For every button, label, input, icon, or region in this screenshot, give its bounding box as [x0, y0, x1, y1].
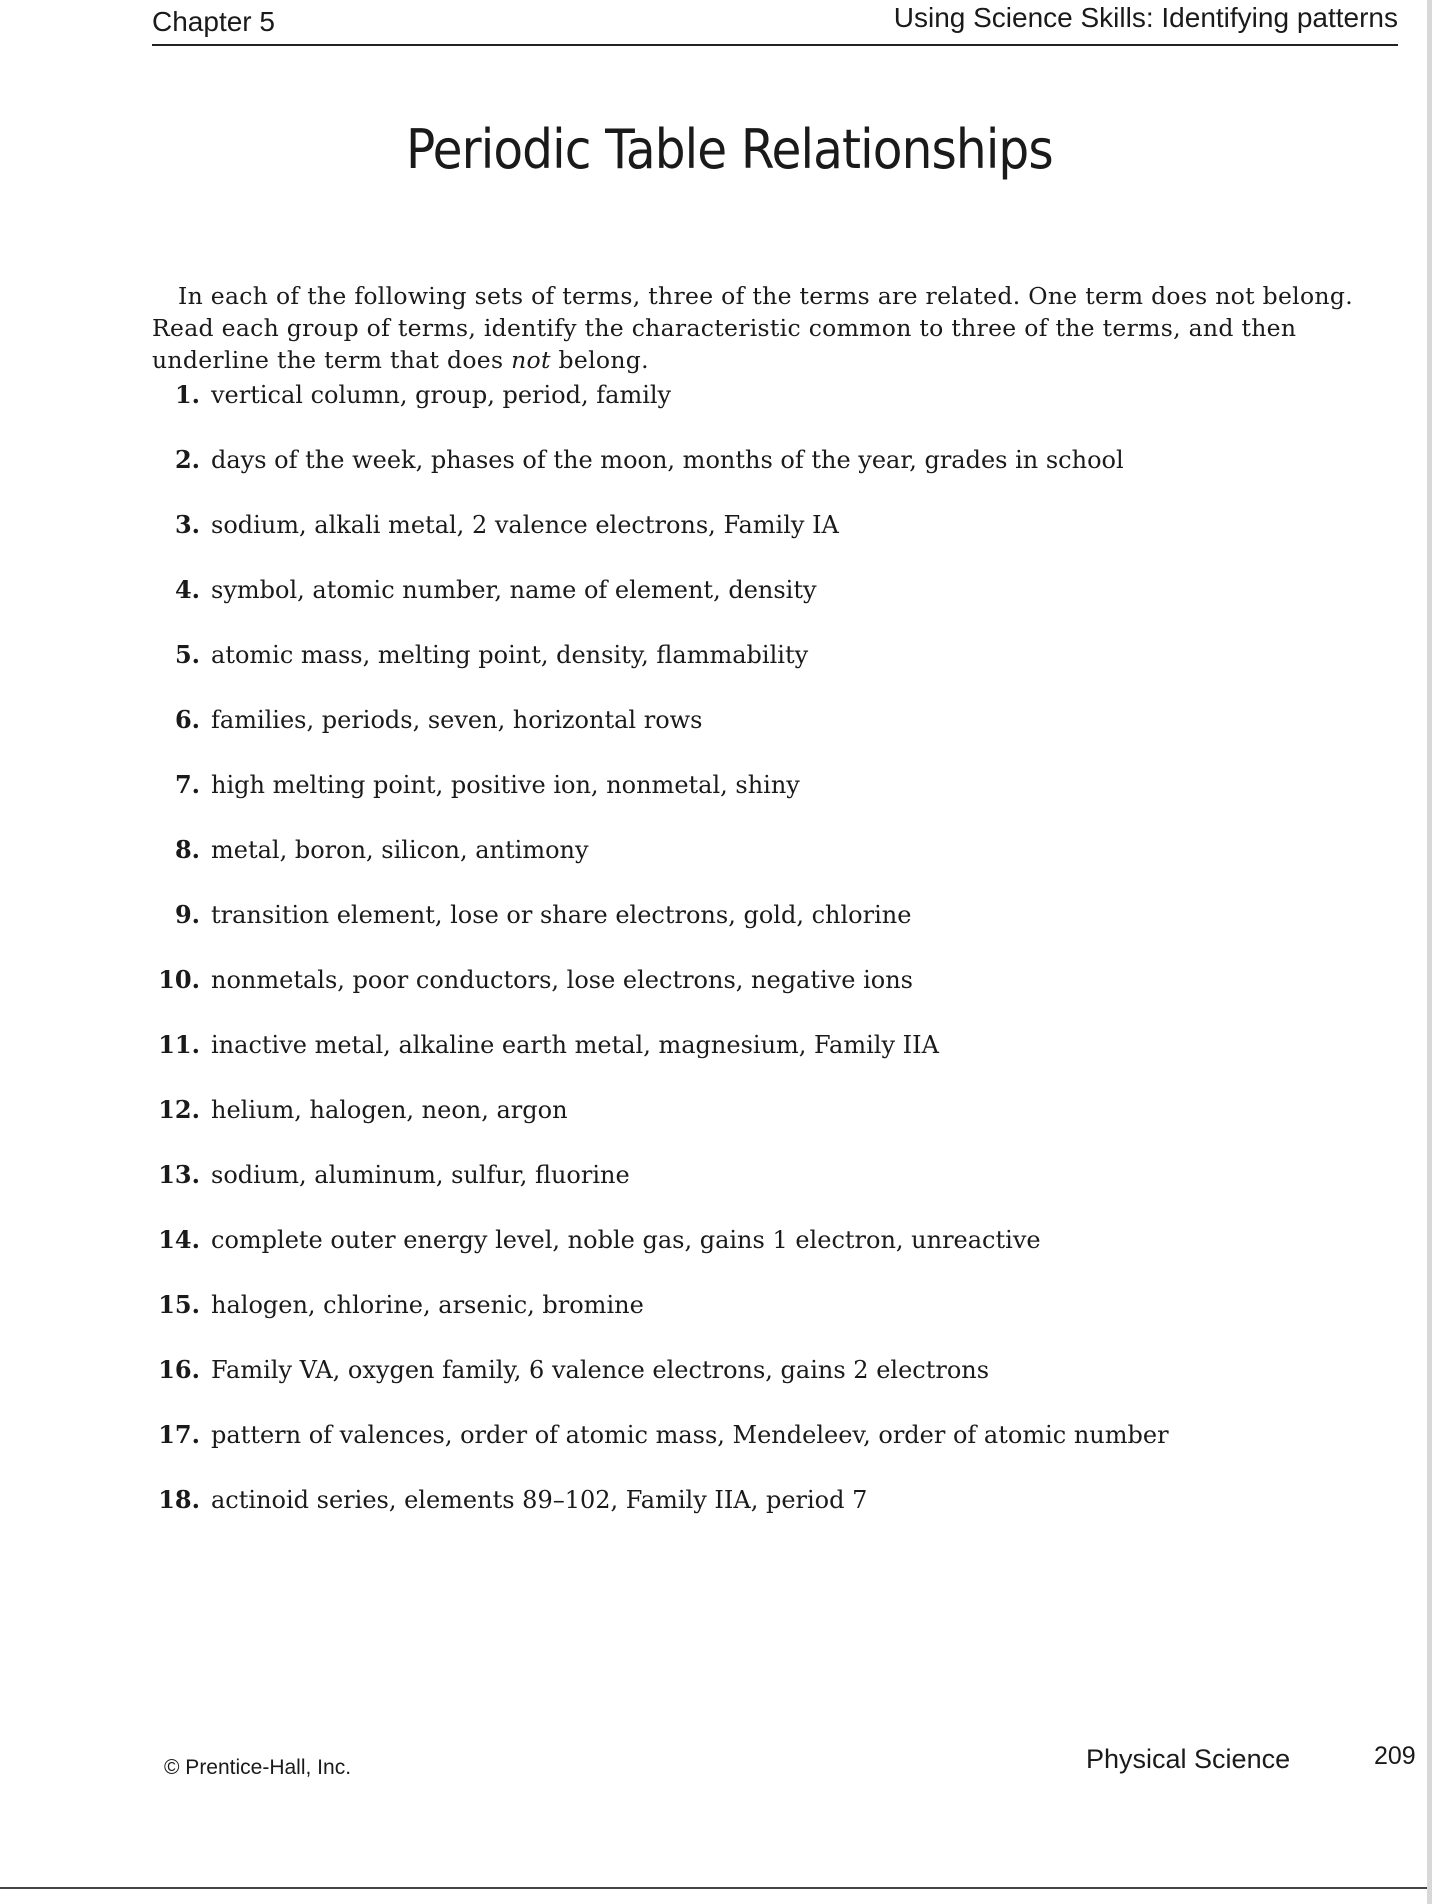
- page-title: [78, 118, 1367, 181]
- question-terms[interactable]: complete outer energy level, noble gas, gains 1 electron, unreactive: [211, 1226, 1041, 1254]
- question-list: [152, 380, 1302, 1550]
- question-number: 16.: [158, 1355, 200, 1384]
- page-title-text: Periodic Table Relationships: [405, 118, 1053, 181]
- question-terms[interactable]: symbol, atomic number, name of element, density: [211, 576, 817, 604]
- question-terms[interactable]: vertical column, group, period, family: [211, 381, 672, 409]
- page-header: [152, 0, 1398, 46]
- question-number: 6.: [174, 705, 200, 734]
- question-item: [152, 1160, 1302, 1225]
- question-terms[interactable]: pattern of valences, order of atomic mass, Mendeleev, order of atomic number: [211, 1421, 1169, 1449]
- question-terms[interactable]: helium, halogen, neon, argon: [211, 1096, 568, 1124]
- question-item: [152, 1355, 1302, 1420]
- instructions-text-end: belong.: [550, 345, 649, 374]
- question-item: [152, 965, 1302, 1030]
- question-terms[interactable]: actinoid series, elements 89–102, Family IIA, period 7: [211, 1486, 868, 1514]
- question-number: 5.: [174, 640, 200, 669]
- question-item: [152, 900, 1302, 965]
- question-item: [152, 640, 1302, 705]
- question-number: 13.: [158, 1160, 200, 1189]
- bottom-rule: [0, 1887, 1432, 1889]
- question-number: 2.: [174, 445, 200, 474]
- question-number: 3.: [174, 510, 200, 539]
- question-number: 1.: [174, 380, 200, 409]
- question-number: 14.: [158, 1225, 200, 1254]
- instructions-emphasis: not: [511, 345, 551, 374]
- question-number: 9.: [174, 900, 200, 929]
- subject-label: Physical Science: [1086, 1744, 1291, 1774]
- question-number: 18.: [158, 1485, 200, 1514]
- question-number: 11.: [158, 1030, 200, 1059]
- question-item: [152, 445, 1302, 510]
- question-terms[interactable]: transition element, lose or share electrons, gold, chlorine: [211, 901, 912, 929]
- question-item: [152, 705, 1302, 770]
- page-footer: [152, 1740, 1422, 1780]
- chapter-label: Chapter 5: [152, 6, 275, 37]
- question-item: [152, 380, 1302, 445]
- question-terms[interactable]: halogen, chlorine, arsenic, bromine: [211, 1291, 644, 1319]
- question-number: 7.: [174, 770, 200, 799]
- copyright-notice: © Prentice-Hall, Inc.: [164, 1756, 352, 1779]
- question-item: [152, 1095, 1302, 1160]
- skills-label: Using Science Skills: Identifying patterns: [893, 2, 1398, 33]
- question-terms[interactable]: atomic mass, melting point, density, flammability: [211, 641, 809, 669]
- question-terms[interactable]: Family VA, oxygen family, 6 valence electrons, gains 2 electrons: [211, 1356, 990, 1384]
- question-terms[interactable]: sodium, aluminum, sulfur, fluorine: [211, 1161, 630, 1189]
- question-number: 12.: [158, 1095, 200, 1124]
- question-item: [152, 835, 1302, 900]
- question-terms[interactable]: families, periods, seven, horizontal rows: [211, 706, 703, 734]
- question-item: [152, 1030, 1302, 1095]
- question-terms[interactable]: nonmetals, poor conductors, lose electrons, negative ions: [211, 966, 913, 994]
- question-terms[interactable]: inactive metal, alkaline earth metal, magnesium, Family IIA: [211, 1031, 939, 1059]
- question-item: [152, 1485, 1302, 1550]
- question-item: [152, 510, 1302, 575]
- page-edge: [1427, 0, 1432, 1904]
- question-number: 4.: [174, 575, 200, 604]
- question-terms[interactable]: metal, boron, silicon, antimony: [211, 836, 589, 864]
- instructions-paragraph: [152, 280, 1372, 376]
- question-number: 17.: [158, 1420, 200, 1449]
- instructions-text: In each of the following sets of terms, three of the terms are related. One term does not belong. Read each group of terms, identify the characteristic common to three of the terms, and then underline the term that does: [152, 281, 1353, 374]
- question-item: [152, 770, 1302, 835]
- question-terms[interactable]: days of the week, phases of the moon, months of the year, grades in school: [211, 446, 1124, 474]
- question-number: 8.: [174, 835, 200, 864]
- question-terms[interactable]: sodium, alkali metal, 2 valence electrons, Family IA: [211, 511, 839, 539]
- page-number: 209: [1374, 1742, 1416, 1770]
- question-number: 10.: [158, 965, 200, 994]
- question-item: [152, 575, 1302, 640]
- question-item: [152, 1225, 1302, 1290]
- question-number: 15.: [158, 1290, 200, 1319]
- question-item: [152, 1290, 1302, 1355]
- question-terms[interactable]: high melting point, positive ion, nonmetal, shiny: [211, 771, 800, 799]
- question-item: [152, 1420, 1302, 1485]
